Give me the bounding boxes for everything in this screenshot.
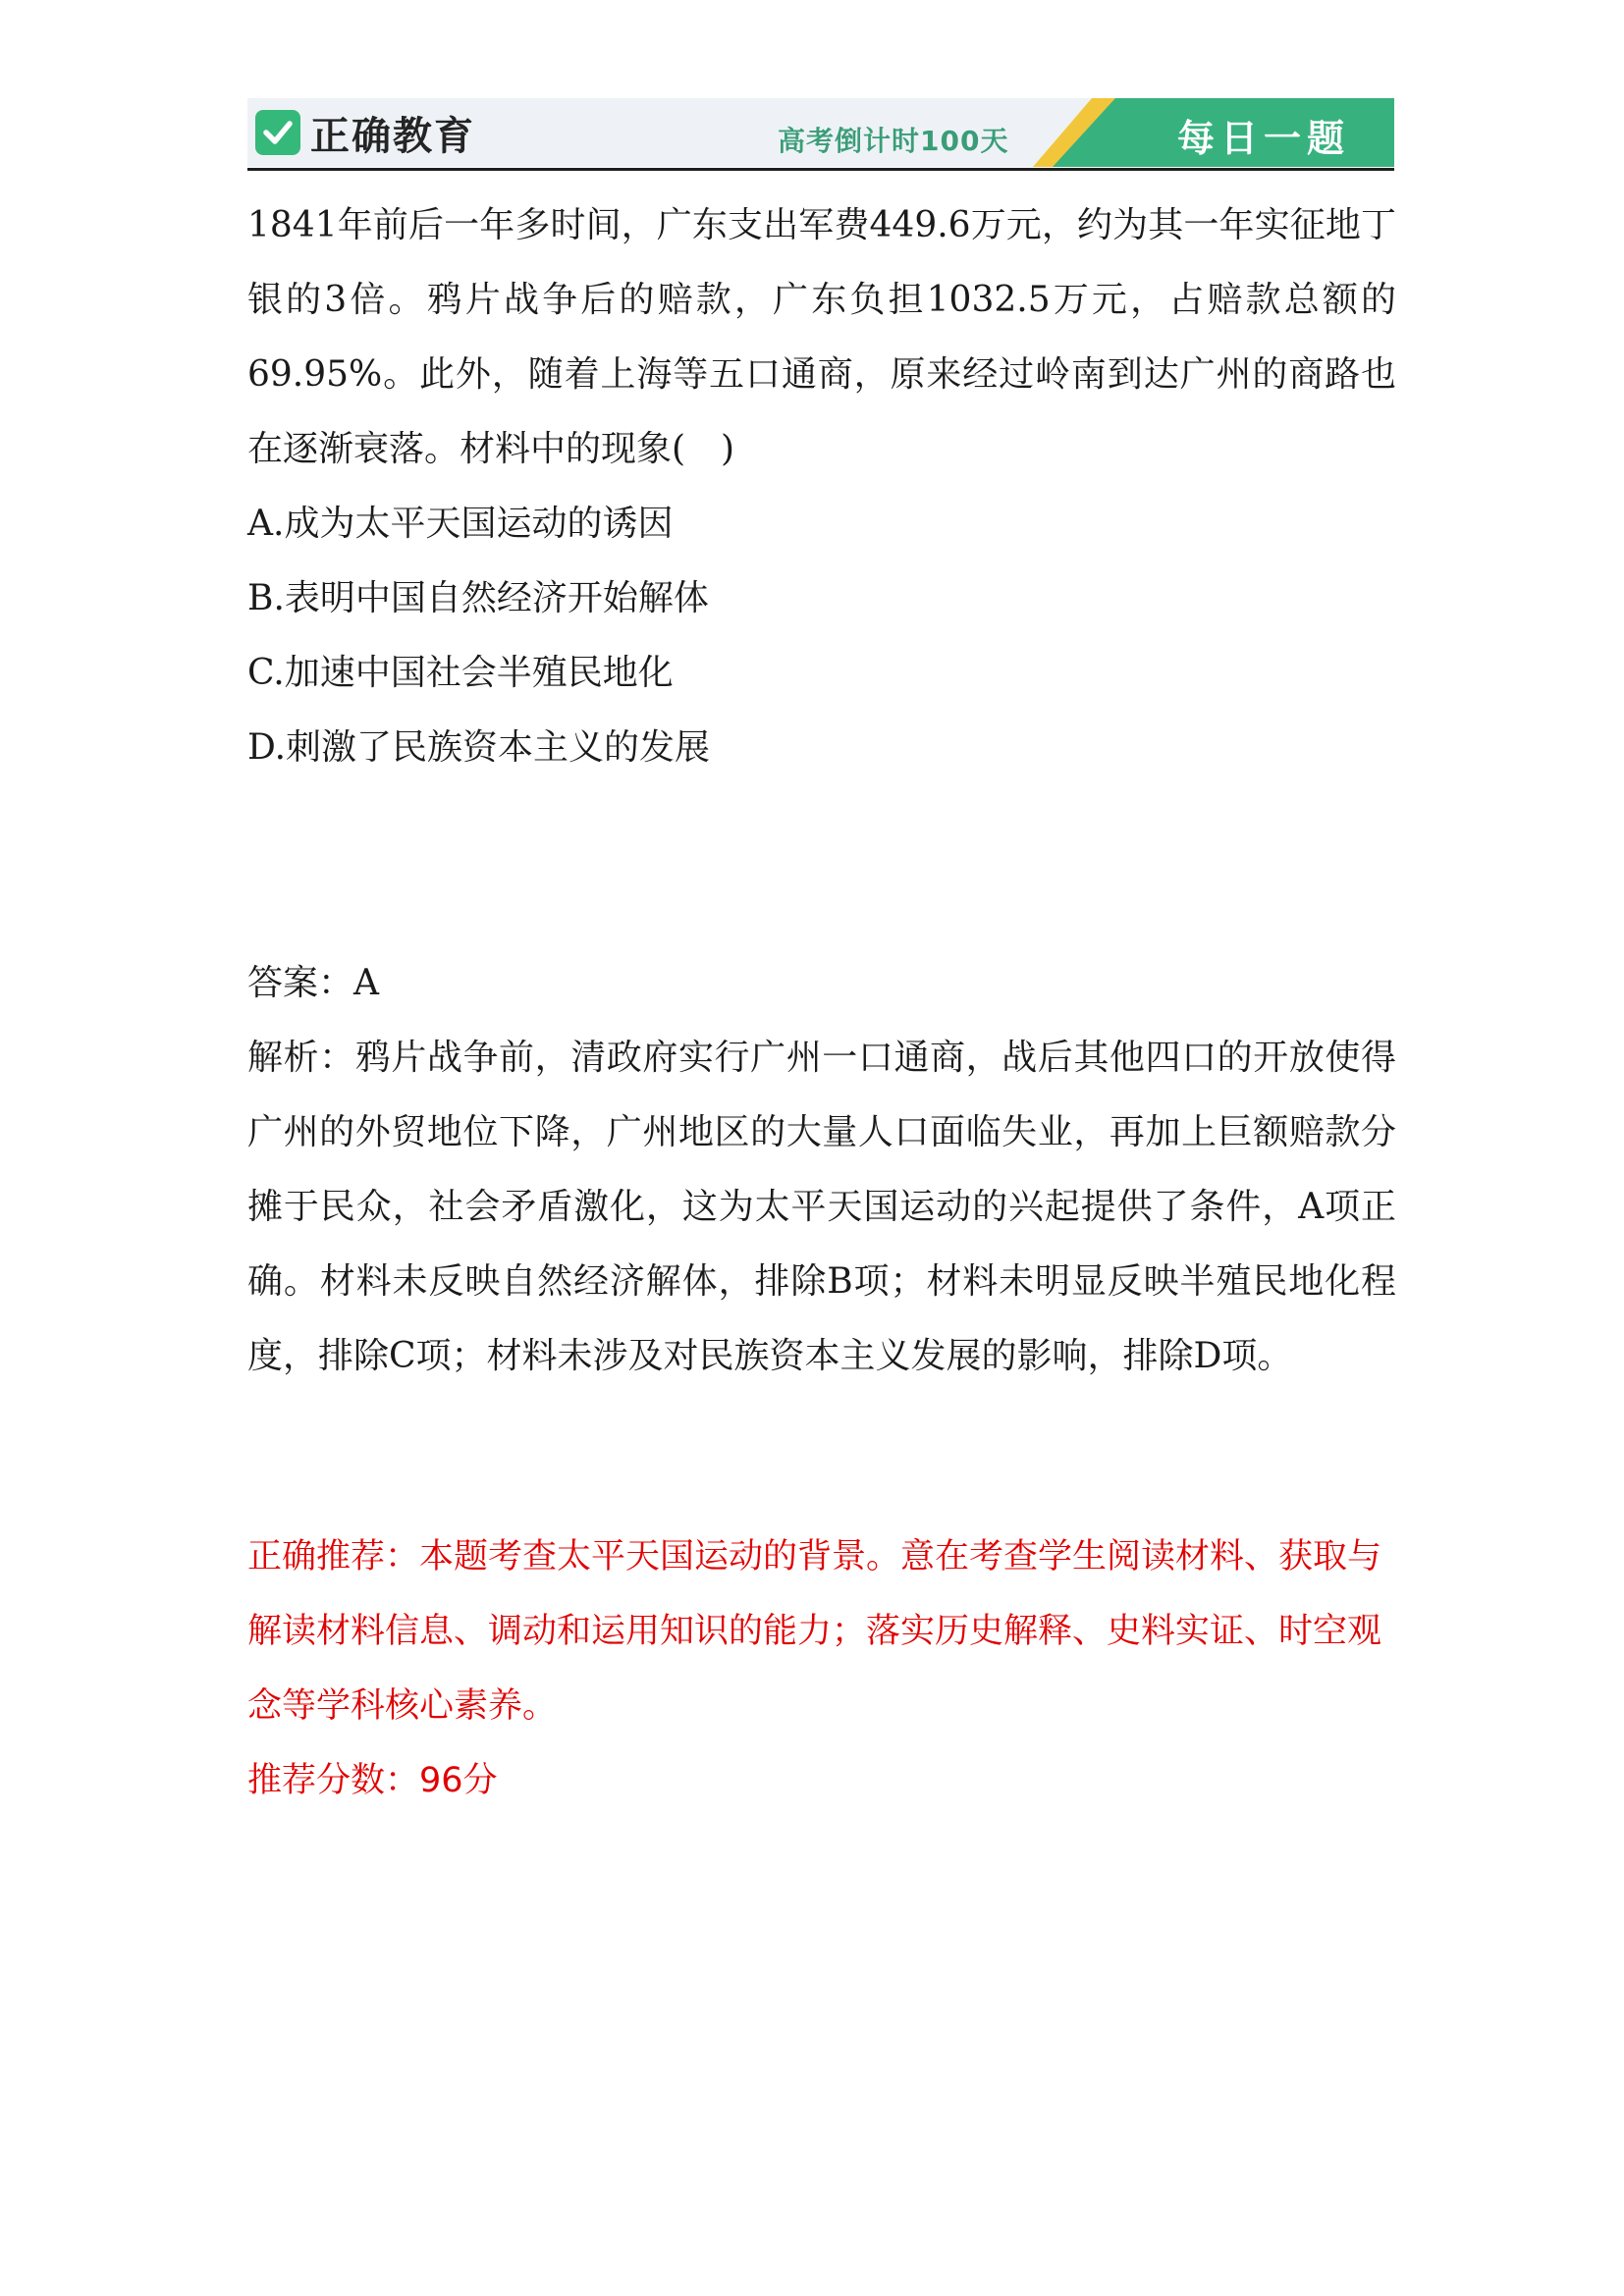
answer-section <box>247 946 1396 1394</box>
header-banner <box>247 98 1394 167</box>
option-list <box>247 487 1396 785</box>
recommendation-text: 正确推荐：本题考查太平天国运动的背景。意在考查学生阅读材料、获取与解读材料信息、调动和运用知识的能力；落实历史解释、史料实证、时空观念等学科核心素养。 <box>247 1537 1382 1726</box>
recommended-score: 推荐分数：96分 <box>247 1761 498 1800</box>
analysis-section <box>247 1021 1396 1394</box>
exam-countdown: 高考倒计时100天 <box>778 125 1009 157</box>
check-icon <box>255 110 300 155</box>
analysis-text: 解析：鸦片战争前，清政府实行广州一口通商，战后其他四口的开放使得广州的外贸地位下降，广州地区的大量人口面临失业，再加上巨额赔款分摊于民众，社会矛盾激化，这为太平天国运动的兴起提供了条件，A项正确。材料未反映自然经济解体，排除B项；材料未明显反映半殖民地化程度，排除C项；材料未涉及对民族资本主义发展的影响，排除D项。 <box>247 1038 1396 1376</box>
option-b: B.表明中国自然经济开始解体 <box>247 578 709 618</box>
question-section <box>247 188 1396 785</box>
answer-text: 答案：A <box>247 963 379 1003</box>
recommendation-section <box>247 1520 1396 1818</box>
option-a: A.成为太平天国运动的诱因 <box>247 504 674 544</box>
brand-logo <box>255 106 475 159</box>
check-mark-graphic <box>261 116 295 149</box>
option-c: C.加速中国社会半殖民地化 <box>247 653 674 693</box>
option-d: D.刺激了民族资本主义的发展 <box>247 727 711 768</box>
daily-question-label: 每日一题 <box>1176 117 1350 160</box>
brand-name: 正确教育 <box>310 113 475 159</box>
document-body <box>247 188 1396 1818</box>
question-stem: 1841年前后一年多时间，广东支出军费449.6万元，约为其一年实征地丁银的3倍。鸦片战争后的赔款，广东负担1032.5万元，占赔款总额的69.95%。此外，随着上海等五口通商，原来经过岭南到达广州的商路也在逐渐衰落。材料中的现象( ) <box>247 205 1396 469</box>
header-divider <box>247 168 1394 171</box>
